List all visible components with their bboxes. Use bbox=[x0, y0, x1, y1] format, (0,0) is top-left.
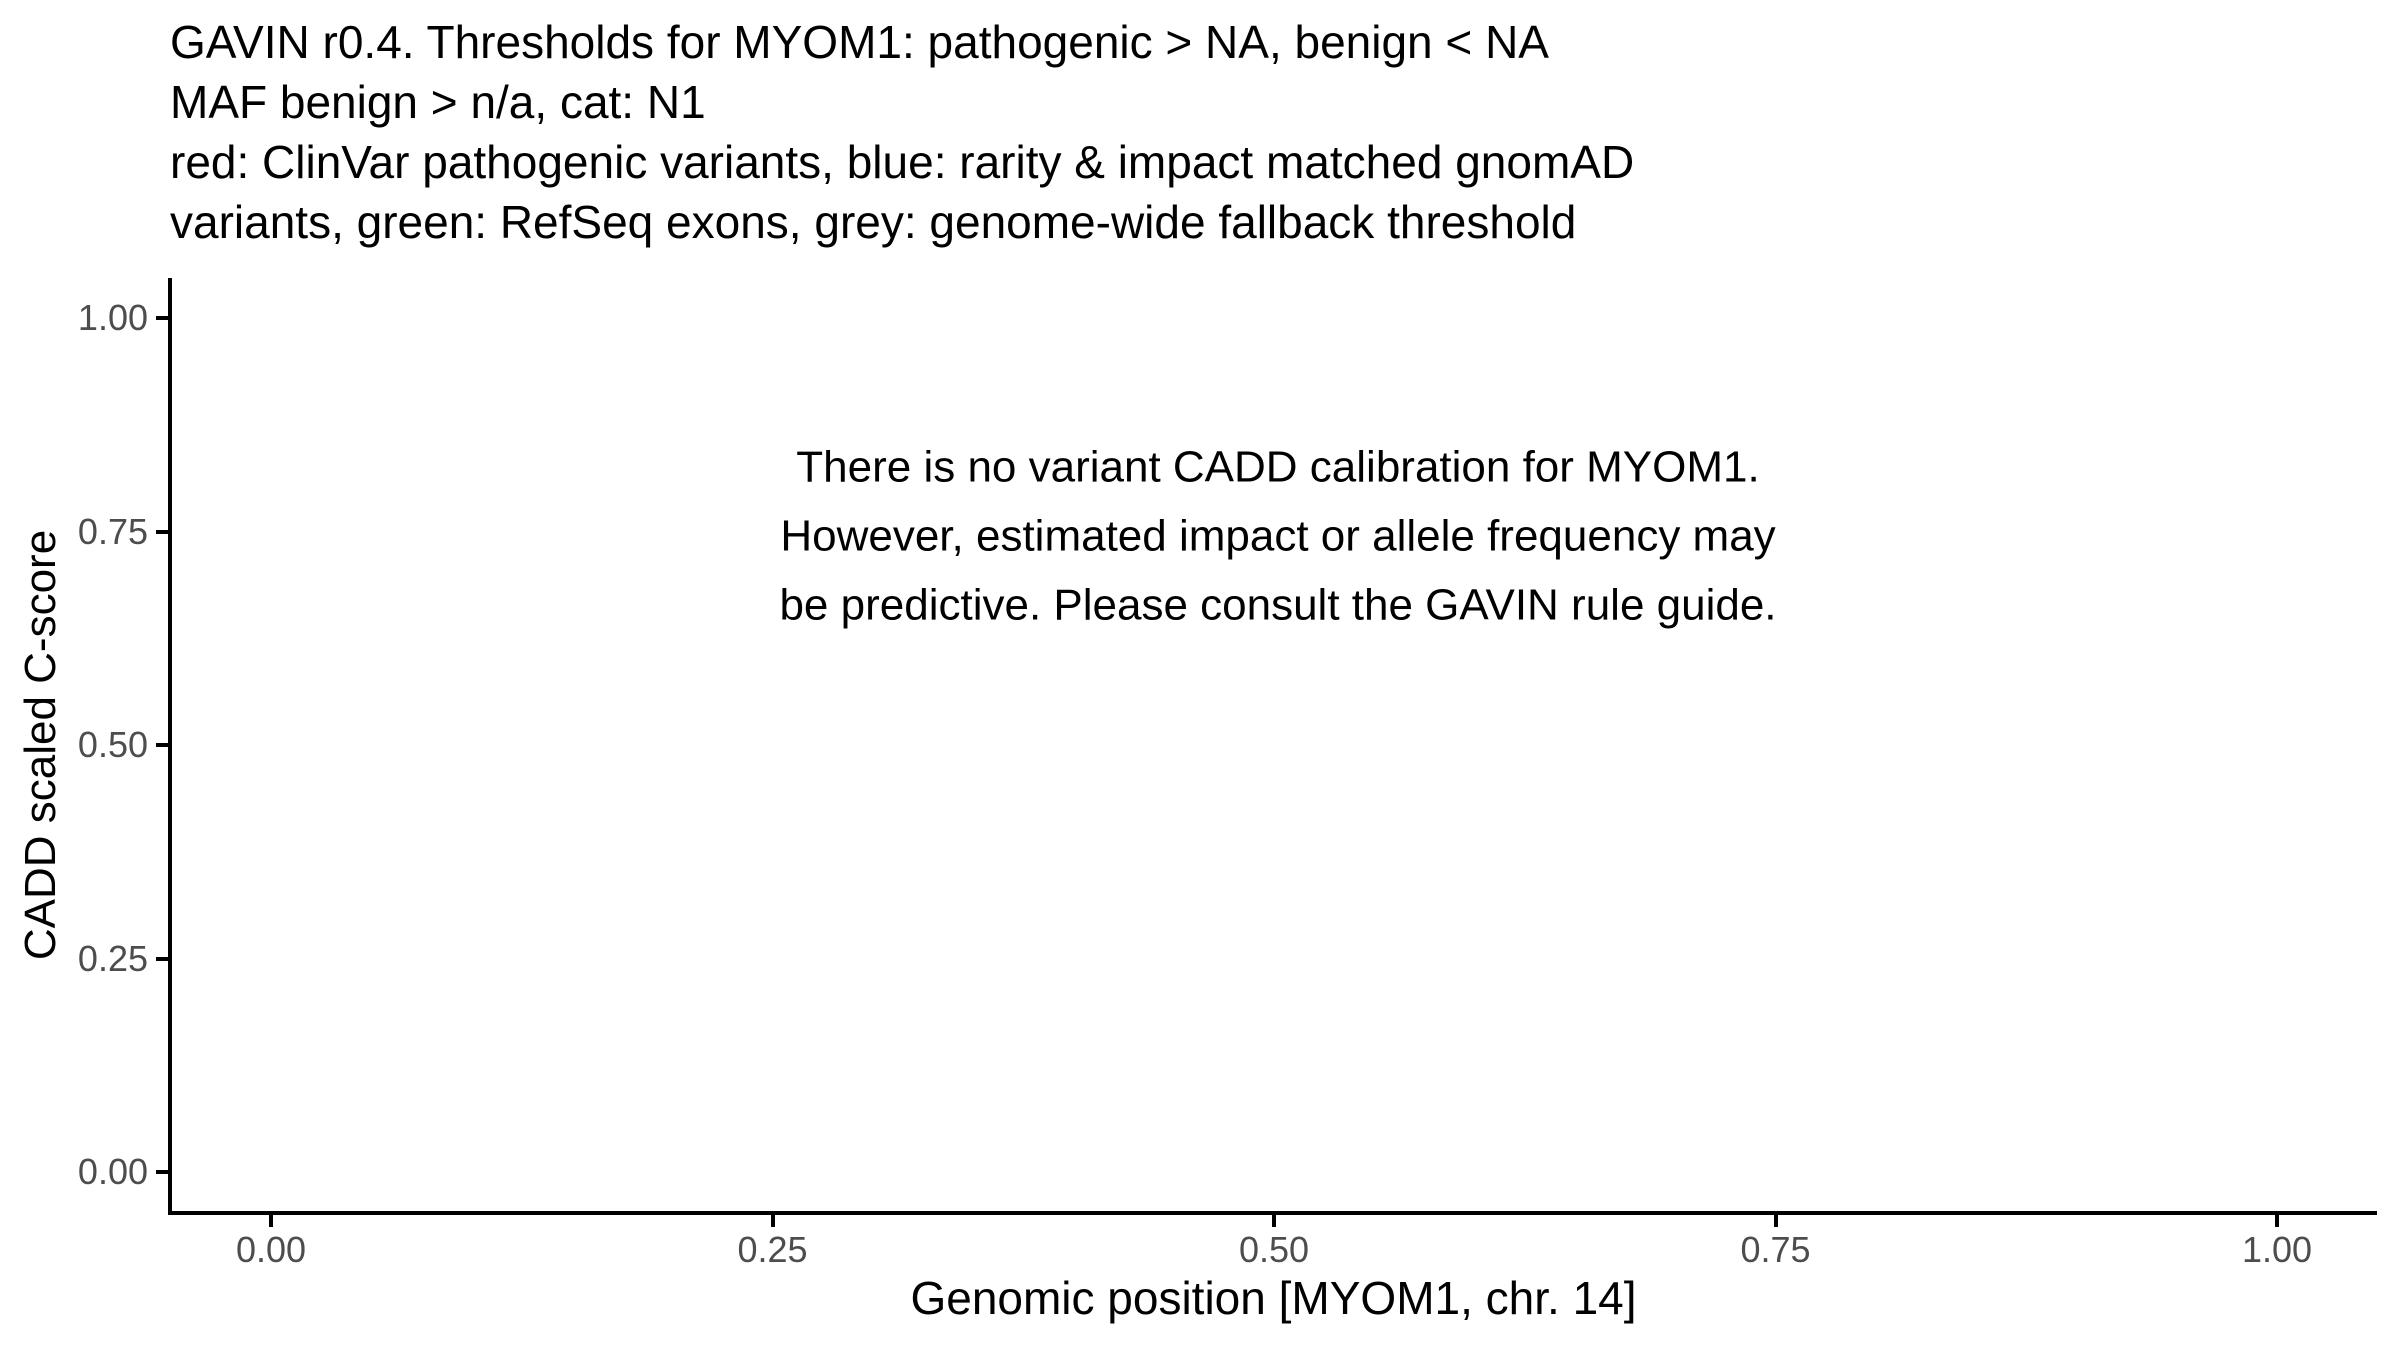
x-tick-mark bbox=[1272, 1215, 1276, 1227]
x-tick-label: 0.00 bbox=[235, 1229, 307, 1270]
y-axis-line bbox=[168, 278, 172, 1215]
y-tick-mark bbox=[156, 743, 168, 747]
y-tick-label: 0.50 bbox=[77, 724, 148, 765]
y-tick-mark bbox=[156, 1170, 168, 1174]
x-tick-mark bbox=[1774, 1215, 1778, 1227]
y-tick-mark bbox=[156, 316, 168, 320]
y-tick-label: 0.75 bbox=[77, 510, 148, 552]
plot-title-line-1: GAVIN r0.4. Thresholds for MYOM1: pathogenic > NA, benign < NA bbox=[170, 16, 1549, 68]
annotation-line-3: be predictive. Please consult the GAVIN rule guide. bbox=[779, 580, 1777, 630]
y-tick-mark bbox=[156, 957, 168, 961]
x-tick-mark bbox=[771, 1215, 775, 1227]
x-tick-label: 1.00 bbox=[2241, 1229, 2313, 1270]
x-tick-mark bbox=[269, 1215, 273, 1227]
plot-title-line-2: MAF benign > n/a, cat: N1 bbox=[170, 76, 706, 128]
y-axis-title: CADD scaled C-score bbox=[16, 529, 65, 961]
x-tick-label: 0.50 bbox=[1238, 1229, 1310, 1270]
y-tick-mark bbox=[156, 530, 168, 534]
plot-title-line-4: variants, green: RefSeq exons, grey: genome-wide fallback threshold bbox=[170, 196, 1577, 248]
y-tick-label: 0.00 bbox=[77, 1151, 148, 1192]
plot-title-line-3: red: ClinVar pathogenic variants, blue: rarity & impact matched gnomAD bbox=[170, 136, 1635, 188]
y-tick-label: 0.25 bbox=[77, 937, 148, 979]
no-calibration-annotation bbox=[779, 433, 1776, 640]
x-tick-mark bbox=[2275, 1215, 2279, 1227]
x-tick-label: 0.25 bbox=[737, 1229, 808, 1270]
y-tick-label: 1.00 bbox=[77, 297, 148, 338]
x-axis-title: Genomic position [MYOM1, chr. 14] bbox=[910, 1272, 1637, 1324]
annotation-line-1: There is no variant CADD calibration for MYOM1. bbox=[796, 442, 1760, 492]
annotation-line-2: However, estimated impact or allele frequency may bbox=[780, 511, 1776, 561]
plot-title bbox=[170, 12, 1634, 252]
x-tick-label: 0.75 bbox=[1740, 1229, 1811, 1270]
